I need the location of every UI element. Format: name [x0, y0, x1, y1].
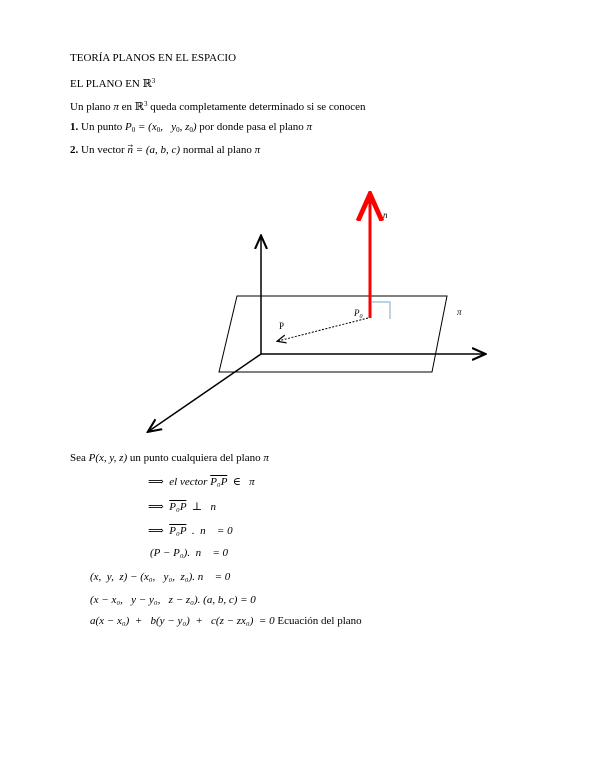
plane-parallelogram [219, 296, 447, 372]
normal-label: n⃗ [383, 210, 395, 220]
step-4: (P − P₀). n⃗ = 0 [150, 547, 229, 559]
vector-p0-p [278, 318, 368, 341]
step-3: ⟹ P₀P . n⃗ = 0 [148, 525, 233, 537]
sea-line: Sea P(x, y, z) un punto cualquiera del plano π [70, 452, 269, 464]
section-heading: EL PLANO EN ℝ$^3$ [70, 77, 156, 90]
p0-label: $P_0$ [354, 308, 363, 320]
intro-sentence: Un plano π en ℝ$^3$ queda completamente determinado si se conocen [70, 100, 366, 113]
document-title: TEORÍA PLANOS EN EL ESPACIO [70, 52, 237, 64]
condition-normal: 2. Un vector n = (a, b, c) normal al plano π [70, 144, 261, 156]
right-angle-mark [371, 302, 390, 319]
x-axis [149, 354, 261, 431]
step-5: (x, y, z) − (x₀, y₀, z₀). n⃗ = 0 [90, 571, 231, 583]
step-1: ⟹ el vector P₀P ∈ π [148, 476, 255, 488]
plane-equation: a(x − x₀) + b(y − y₀) + c(z − zx₀) = 0 Ecuación del plano [90, 615, 362, 627]
step-6: (x − x₀, y − y₀, z − z₀). (a, b, c) = 0 [90, 594, 256, 606]
pi-label: π [457, 307, 462, 317]
p-label: P [279, 321, 285, 331]
step-2: ⟹ P₀P ⊥ n⃗ [148, 501, 225, 513]
condition-point: 1. Un punto $P_0 = (x_0$, $y_0$, $z_0$) por donde pasa el plano π [70, 121, 313, 134]
